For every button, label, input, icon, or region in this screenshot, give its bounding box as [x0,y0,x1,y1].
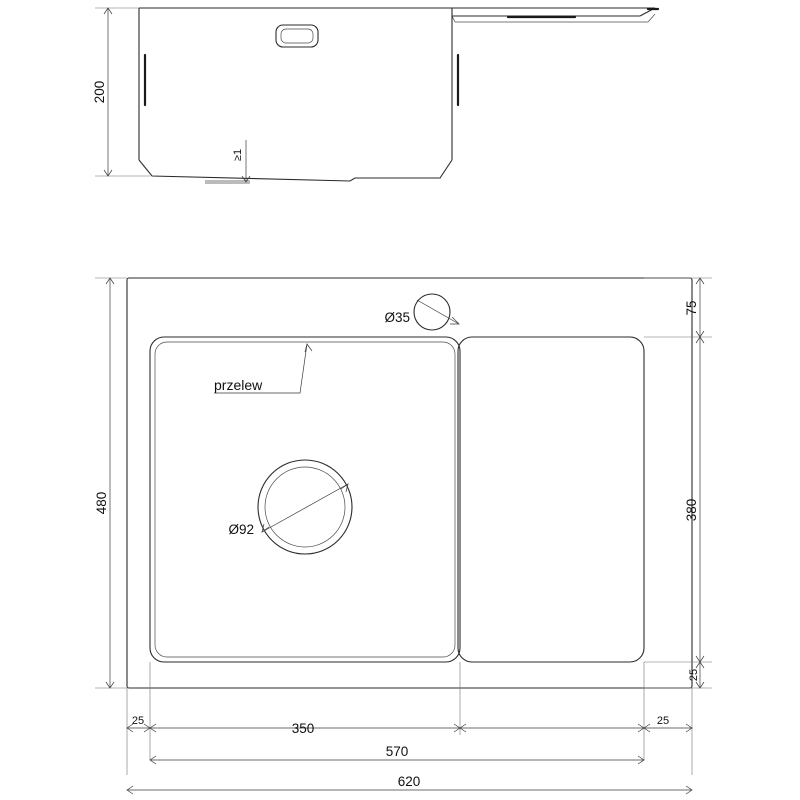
dim-inner-width-570: 570 [385,744,409,759]
side-section-view [92,8,658,183]
label-drain-92: Ø92 [228,522,254,537]
top-plan-view [94,278,712,794]
dim-total-width-620: 620 [397,774,421,789]
drain-inner-circle [265,467,345,547]
bowl-rect [150,337,460,662]
tap-hole-circle [414,294,450,330]
dim-left-margin-25: 25 [131,715,145,727]
label-overflow: przelew [214,377,263,393]
drain-outer-circle [258,460,352,554]
dim-bowl-width-350: 350 [291,721,315,736]
dim-height-480: 480 [94,491,109,515]
label-hole-35: Ø35 [384,310,410,325]
dim-bowl-height-380: 380 [684,498,699,522]
dim-depth-200: 200 [92,80,107,104]
dim-bottom-margin-25: 25 [688,668,700,682]
drainer-rect [458,337,644,662]
dim-top-margin-75: 75 [684,300,699,316]
dim-thickness-1: ≥1 [232,148,244,162]
sink-outer-rect [127,278,692,688]
dim-right-margin-25: 25 [656,715,670,727]
